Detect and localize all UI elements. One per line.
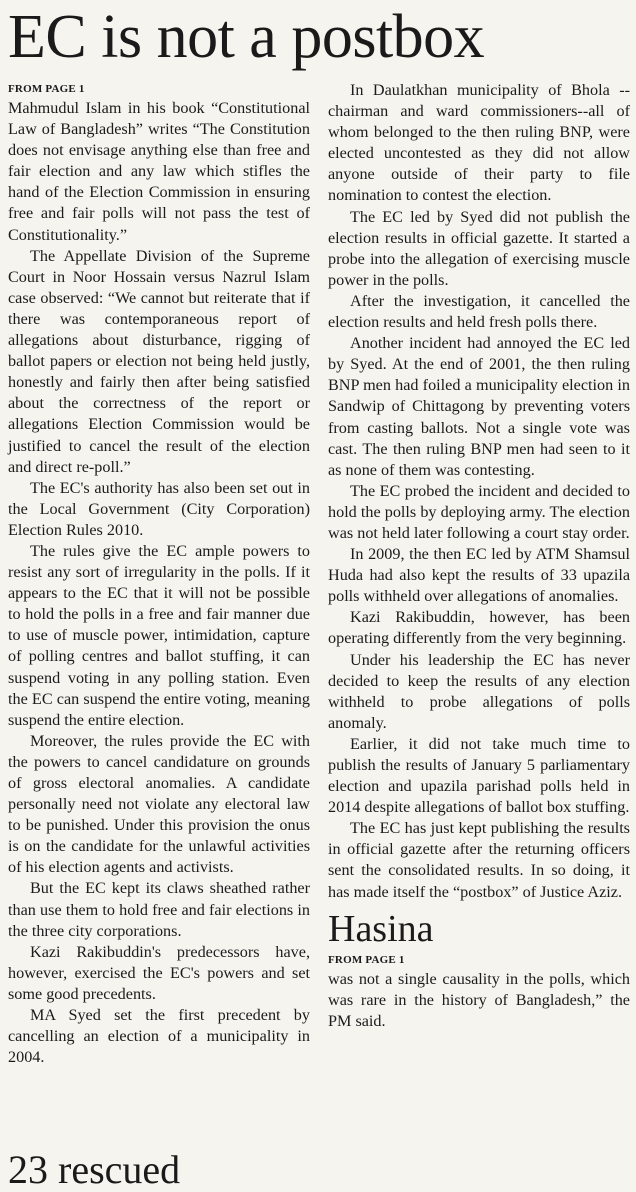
article-paragraph: The Appellate Division of the Supreme Court in Noor Hossain versus Nazrul Islam case observed: “We cannot but reiterate that if there was contemporaneous report of allegations about disturbance, rigging of ballot papers or election not being held justly, honestly and fairly then after being satisfied about the correctness of the report or allegations Election Commission would be justified to cancel the result of the election and direct re-poll.” [8,246,310,476]
article-paragraph: The rules give the EC ample powers to resist any sort of irregularity in the polls. If it appears to the EC that it will not be possible to hold the polls in a free and fair manner due to use of muscle power, intimidation, capture of polling centres and ballot stuffing, it can suspend voting in any polling station. Even the EC can suspend the entire voting, meaning suspend the entire election. [8,541,310,729]
main-headline: EC is not a postbox [8,3,485,71]
article-paragraph: Earlier, it did not take much time to publish the results of January 5 parliamentary election and upazila parishad polls held in 2014 despite allegations of ballot box stuffing. [328,734,630,817]
article-paragraph: The EC led by Syed did not publish the election results in official gazette. It started a probe into the allegation of exercising muscle power in the polls. [328,207,630,289]
hasina-story [328,907,630,1032]
left-column [8,80,310,1068]
article-paragraph: Another incident had annoyed the EC led by Syed. At the end of 2001, the then ruling BNP men had foiled a municipality election in Sandwip of Chittagong by preventing voters from casting ballots. Not a single vote was cast. The then ruling BNP men had seen to it as none of them was contesting. [328,334,630,479]
article-paragraph: Under his leadership the EC has never decided to keep the results of any election withheld to probe allegations of polls anomaly. [328,650,630,732]
from-page-kicker: FROM PAGE 1 [8,83,85,95]
article-paragraph: After the investigation, it cancelled the election results and held fresh polls there. [328,291,630,332]
article-paragraph: MA Syed set the first precedent by cancelling an election of a municipality in 2004. [8,1006,310,1067]
rescued-headline: 23 rescued [8,1147,181,1192]
article-paragraph: But the EC kept its claws sheathed rather than use them to hold free and fair elections in the three city corporations. [8,879,310,940]
article-paragraph: In Daulatkhan municipality of Bhola -- chairman and ward commissioners--all of whom belonged to the then ruling BNP, were elected uncontested as they did not allow anyone outside of their party to file nomination to contest the election. [328,81,630,205]
article-paragraph: In 2009, the then EC led by ATM Shamsul Huda had also kept the results of 33 upazila polls withheld over allegations of anomalies. [328,545,630,606]
article-paragraph: was not a single causality in the polls, which was rare in the history of Bangladesh,” the PM said. [328,969,630,1030]
right-column [328,80,630,1032]
from-page-kicker: FROM PAGE 1 [328,953,405,966]
article-paragraph: The EC probed the incident and decided to hold the polls by deploying army. The election was not held later following a court stay order. [328,481,630,542]
article-paragraph: Kazi Rakibuddin's predecessors have, however, exercised the EC's powers and set some good precedents. [8,942,310,1003]
article-paragraph: Mahmudul Islam in his book “Constitutional Law of Bangladesh” writes “The Constitution does not envisage anything else than free and fair election and any law which stifles the hand of the Election Commission in ensuring free and fair polls will not pass the test of Constitutionality.” [8,99,310,244]
hasina-headline: Hasina [328,907,434,950]
article-paragraph: Kazi Rakibuddin, however, has been operating differently from the very beginning. [328,608,630,648]
article-paragraph: The EC has just kept publishing the results in official gazette after the returning officers sent the consolidated results. In so doing, it has made itself the “postbox” of Justice Aziz. [328,819,630,901]
article-paragraph: Moreover, the rules provide the EC with the powers to cancel candidature on grounds of gross electoral anomalies. A candidate personally need not violate any electoral law to be punished. Under this provision the onus is on the candidate for the unlawful activities of his election agents and activists. [8,731,310,877]
article-paragraph: The EC's authority has also been set out in the Local Government (City Corporation) Election Rules 2010. [8,478,310,539]
